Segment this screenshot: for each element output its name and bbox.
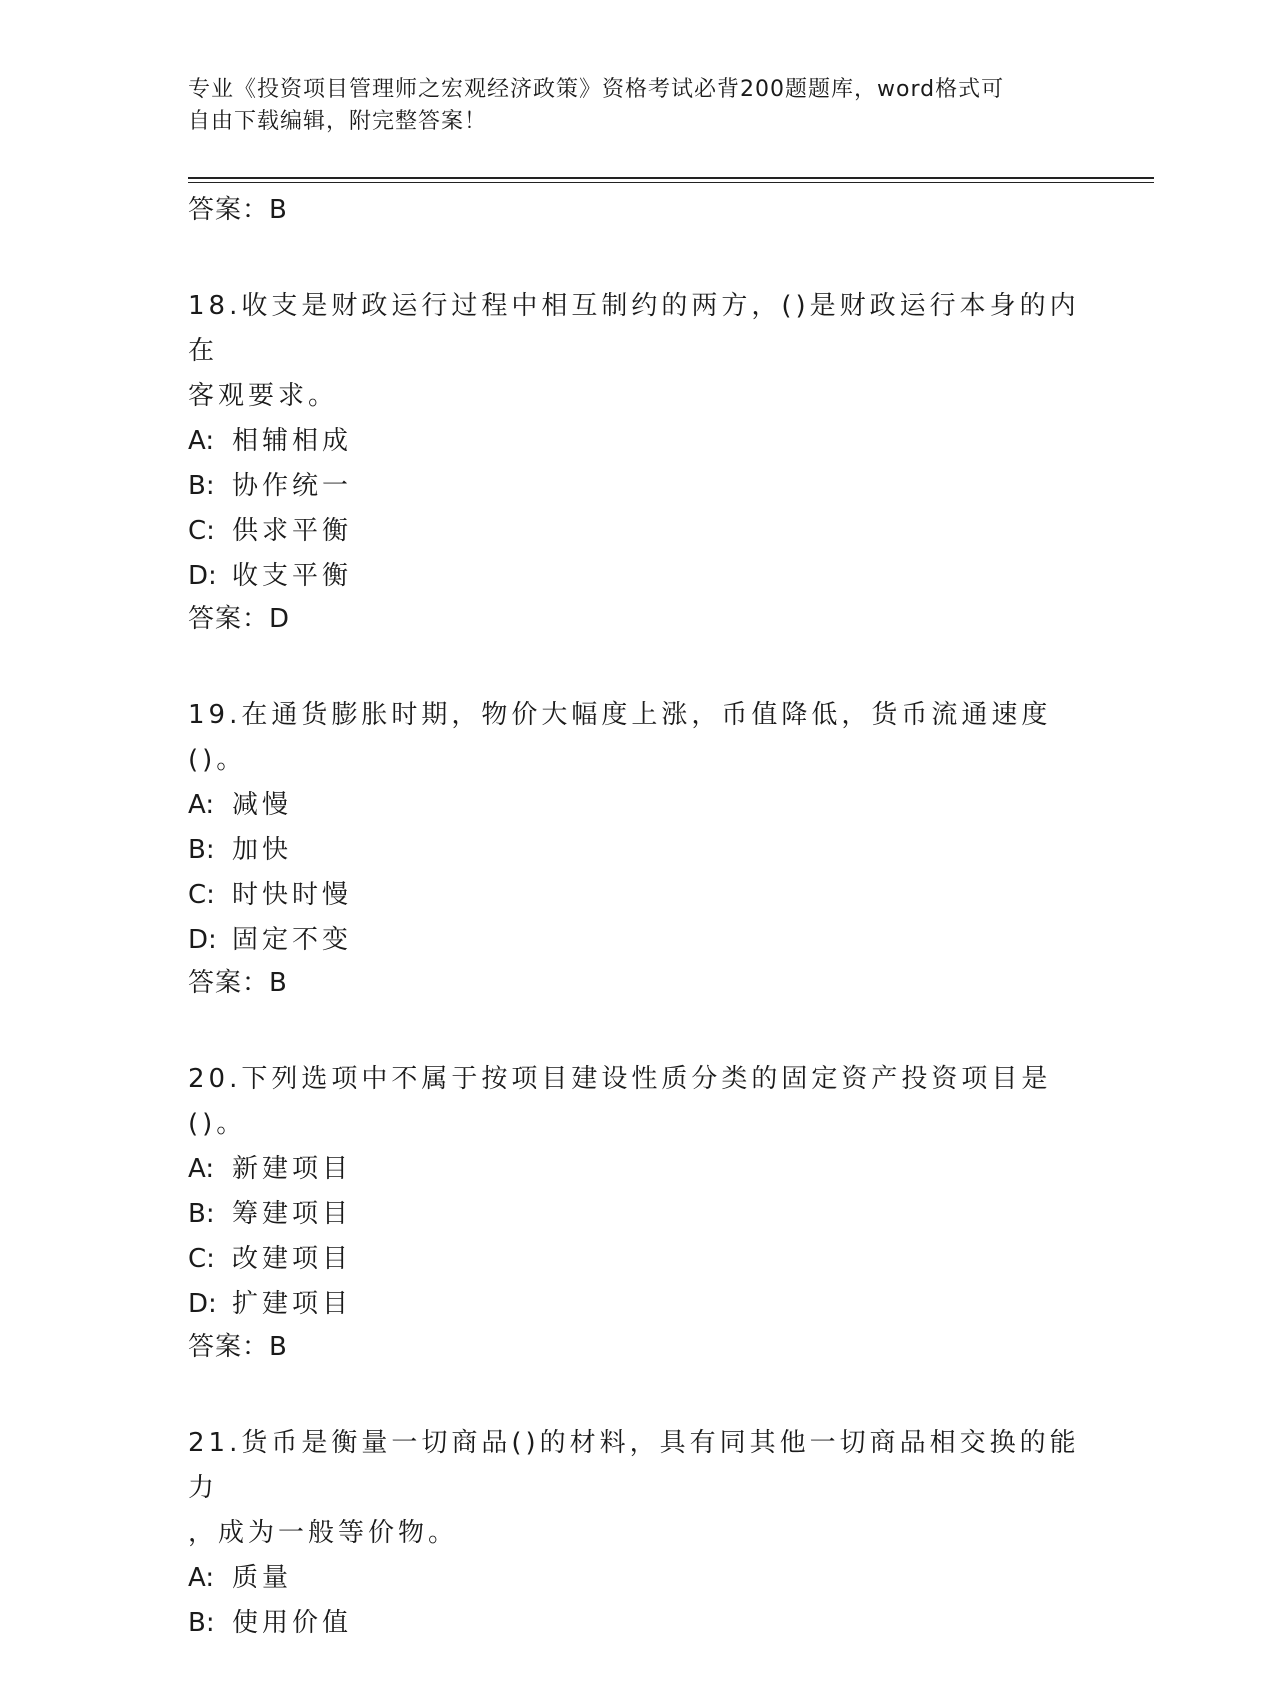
question-item: [188, 1057, 1088, 1373]
question-text: 20.下列选项中不属于按项目建设性质分类的固定资产投资项目是()。: [188, 1064, 1052, 1139]
question-text: 21.货币是衡量一切商品()的材料，具有同其他一切商品相交换的能力 ，成为一般等价物。: [188, 1428, 1080, 1548]
question-text: 19.在通货膨胀时期，物价大幅度上涨，币值降低，货币流通速度()。: [188, 700, 1052, 775]
option-d: D: 固定不变: [188, 925, 353, 955]
question-item: [188, 693, 1088, 1009]
option-b: B: 使用价值: [188, 1608, 353, 1638]
option-c: C: 改建项目: [188, 1244, 353, 1274]
option-b: B: 协作统一: [188, 471, 353, 501]
question-item: [188, 1421, 1088, 1646]
option-a: A: 新建项目: [188, 1154, 353, 1184]
option-a: A: 相辅相成: [188, 426, 353, 456]
question-text: 18.收支是财政运行过程中相互制约的两方，()是财政运行本身的内在 客观要求。: [188, 291, 1080, 411]
answer-text: 答案：D: [188, 604, 291, 634]
header-rule-thick: [188, 177, 1154, 179]
option-a: A: 质量: [188, 1563, 293, 1593]
answer-text: 答案：B: [188, 968, 288, 998]
option-b: B: 加快: [188, 835, 293, 865]
option-d: D: 收支平衡: [188, 561, 353, 591]
option-c: C: 时快时慢: [188, 880, 353, 910]
option-a: A: 减慢: [188, 790, 293, 820]
question-item: [188, 284, 1088, 645]
option-c: C: 供求平衡: [188, 516, 353, 546]
option-b: B: 筹建项目: [188, 1199, 353, 1229]
header-line-2: 自由下载编辑，附完整答案！: [188, 109, 488, 134]
question-list: [188, 192, 1088, 1694]
answer-text: 答案：B: [188, 195, 288, 225]
header-line-1: 专业《投资项目管理师之宏观经济政策》资格考试必背200题题库，word格式可: [188, 77, 1005, 102]
option-d: D: 扩建项目: [188, 1289, 353, 1319]
page-header: [188, 74, 1088, 138]
header-rule-thin: [188, 182, 1154, 183]
answer-text: 答案：B: [188, 1332, 288, 1362]
